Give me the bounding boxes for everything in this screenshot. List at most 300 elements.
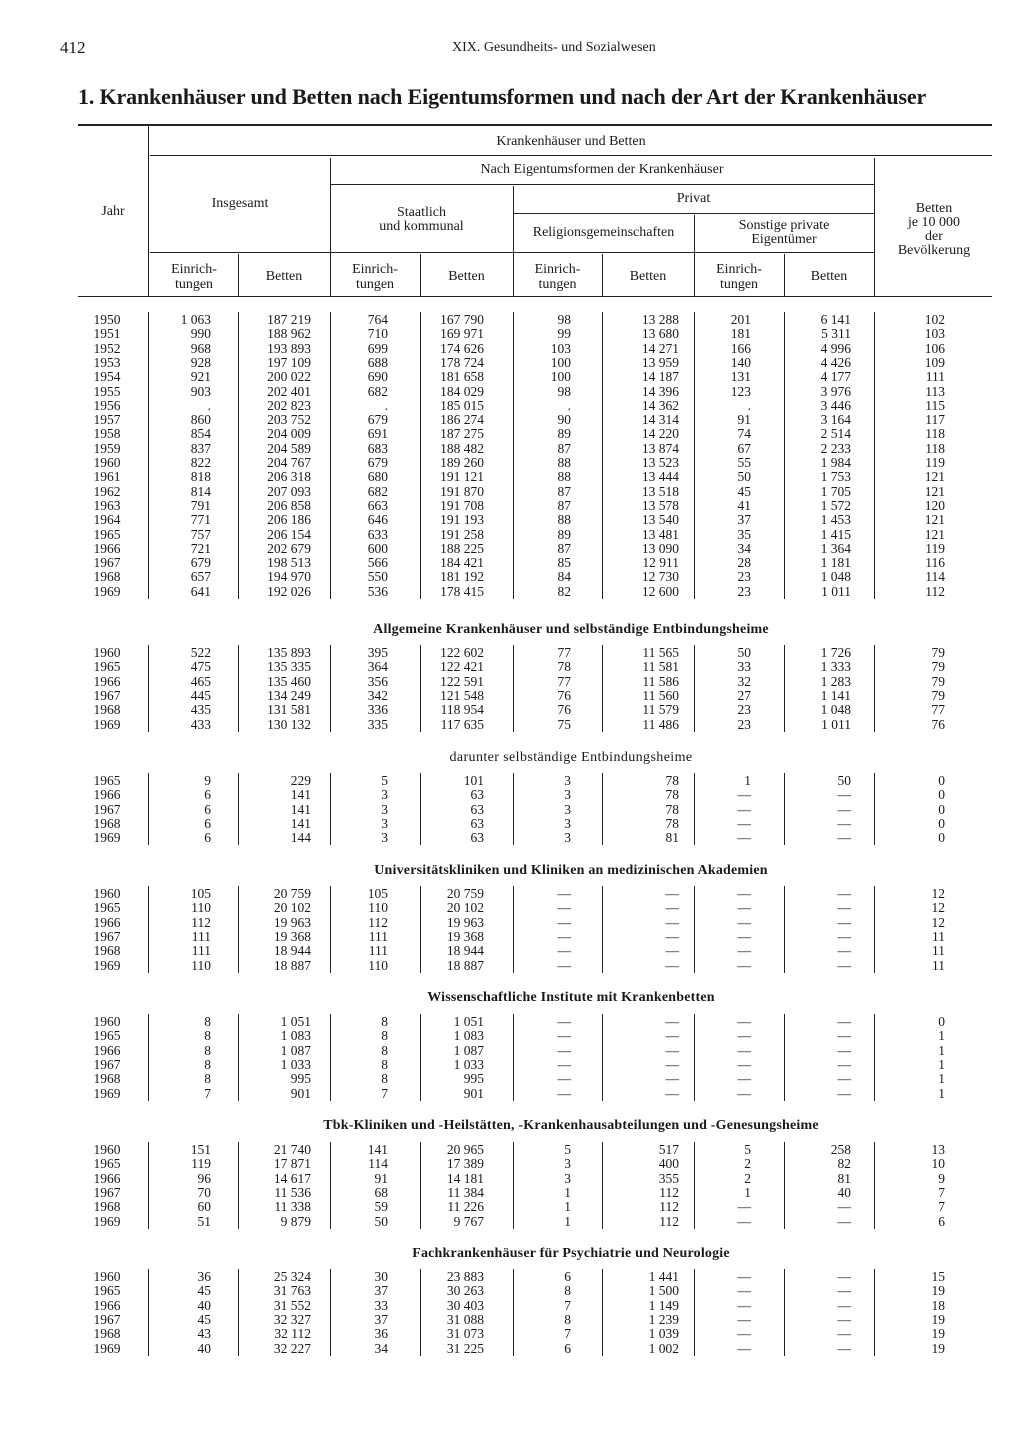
cell-sonstige-einrichtungen: 123 bbox=[730, 384, 751, 399]
cell-religion-betten: 112 bbox=[659, 1199, 679, 1214]
cell-religion-einrichtungen: 3 bbox=[564, 1171, 571, 1186]
cell-religion-betten: 355 bbox=[658, 1171, 679, 1186]
cell-betten-je-10000: 7 bbox=[938, 1199, 945, 1214]
cell-insgesamt-einrichtungen: 110 bbox=[191, 958, 211, 973]
cell-jahr: 1954 bbox=[93, 369, 121, 384]
cell-religion-einrichtungen: 98 bbox=[557, 384, 571, 399]
cell-sonstige-betten: 6 141 bbox=[820, 312, 851, 327]
cell-insgesamt-einrichtungen: 8 bbox=[204, 1028, 211, 1043]
cell-sonstige-betten: 3 976 bbox=[820, 384, 851, 399]
cell-insgesamt-einrichtungen: 45 bbox=[197, 1283, 211, 1298]
cell-religion-einrichtungen: 8 bbox=[564, 1283, 571, 1298]
table-row bbox=[0, 1342, 1024, 1356]
cell-religion-betten: — bbox=[665, 1071, 679, 1086]
cell-betten-je-10000: 1 bbox=[938, 1086, 945, 1101]
cell-sonstige-einrichtungen: — bbox=[737, 886, 751, 901]
cell-jahr: 1969 bbox=[93, 584, 121, 599]
cell-insgesamt-betten: 198 513 bbox=[267, 555, 311, 570]
cell-religion-betten: — bbox=[665, 886, 679, 901]
table-row bbox=[0, 556, 1024, 570]
cell-insgesamt-betten: 206 318 bbox=[267, 469, 311, 484]
cell-insgesamt-betten: 32 327 bbox=[273, 1312, 311, 1327]
cell-insgesamt-betten: 204 009 bbox=[267, 426, 311, 441]
cell-insgesamt-betten: 203 752 bbox=[267, 412, 311, 427]
cell-sonstige-einrichtungen: — bbox=[737, 787, 751, 802]
cell-insgesamt-betten: 207 093 bbox=[267, 484, 311, 499]
cell-insgesamt-betten: 31 763 bbox=[273, 1283, 311, 1298]
cell-jahr: 1967 bbox=[93, 929, 121, 944]
cell-betten-je-10000: 12 bbox=[931, 886, 945, 901]
cell-staatlich-einrichtungen: 679 bbox=[367, 455, 388, 470]
cell-betten-je-10000: 113 bbox=[925, 384, 945, 399]
header-betten-je-line4: Bevölkerung bbox=[897, 243, 971, 258]
cell-staatlich-einrichtungen: 680 bbox=[367, 469, 388, 484]
cell-sonstige-betten: 2 514 bbox=[820, 426, 851, 441]
cell-jahr: 1966 bbox=[93, 674, 121, 689]
cell-sonstige-betten: 81 bbox=[837, 1171, 851, 1186]
header-nach-eigentum: Nach Eigentumsformen der Krankenhäuser bbox=[480, 162, 724, 177]
header-betten: Betten bbox=[810, 269, 848, 284]
cell-sonstige-einrichtungen: 23 bbox=[737, 584, 751, 599]
cell-insgesamt-einrichtungen: 903 bbox=[190, 384, 211, 399]
cell-jahr: 1960 bbox=[93, 455, 121, 470]
table-row bbox=[0, 470, 1024, 484]
cell-insgesamt-einrichtungen: 1 063 bbox=[180, 312, 211, 327]
table-row bbox=[0, 456, 1024, 470]
cell-sonstige-einrichtungen: 1 bbox=[744, 773, 751, 788]
cell-staatlich-einrichtungen: 679 bbox=[367, 412, 388, 427]
cell-staatlich-betten: 178 724 bbox=[440, 355, 484, 370]
cell-insgesamt-einrichtungen: 791 bbox=[190, 498, 211, 513]
cell-insgesamt-betten: 135 335 bbox=[267, 659, 311, 674]
cell-religion-betten: 81 bbox=[665, 830, 679, 845]
cell-staatlich-betten: 901 bbox=[463, 1086, 484, 1101]
cell-insgesamt-einrichtungen: 771 bbox=[190, 512, 211, 527]
cell-staatlich-einrichtungen: 50 bbox=[374, 1214, 388, 1229]
cell-religion-betten: 13 540 bbox=[641, 512, 679, 527]
cell-insgesamt-einrichtungen: 757 bbox=[190, 527, 211, 542]
cell-staatlich-betten: 1 051 bbox=[453, 1014, 484, 1029]
cell-sonstige-betten: 1 705 bbox=[820, 484, 851, 499]
cell-sonstige-betten: 1 753 bbox=[820, 469, 851, 484]
cell-religion-einrichtungen: — bbox=[557, 886, 571, 901]
cell-sonstige-einrichtungen: — bbox=[737, 1071, 751, 1086]
cell-staatlich-einrichtungen: 682 bbox=[367, 384, 388, 399]
cell-jahr: 1967 bbox=[93, 688, 121, 703]
cell-staatlich-betten: 11 384 bbox=[447, 1185, 484, 1200]
cell-staatlich-einrichtungen: 710 bbox=[367, 326, 388, 341]
cell-betten-je-10000: 6 bbox=[938, 1214, 945, 1229]
cell-jahr: 1967 bbox=[93, 1185, 121, 1200]
cell-staatlich-einrichtungen: 764 bbox=[367, 312, 388, 327]
cell-religion-betten: — bbox=[665, 1057, 679, 1072]
cell-sonstige-betten: — bbox=[837, 886, 851, 901]
cell-sonstige-einrichtungen: 131 bbox=[730, 369, 751, 384]
cell-staatlich-betten: 19 368 bbox=[446, 929, 484, 944]
table-top-rule bbox=[78, 124, 992, 126]
cell-insgesamt-einrichtungen: 854 bbox=[190, 426, 211, 441]
cell-religion-betten: 11 586 bbox=[642, 674, 679, 689]
cell-sonstige-einrichtungen: 67 bbox=[737, 441, 751, 456]
cell-insgesamt-betten: 131 581 bbox=[267, 702, 311, 717]
cell-jahr: 1960 bbox=[93, 645, 121, 660]
header-staatlich-line2: und kommunal bbox=[379, 219, 464, 234]
cell-insgesamt-einrichtungen: 8 bbox=[204, 1014, 211, 1029]
cell-jahr: 1967 bbox=[93, 1057, 121, 1072]
cell-jahr: 1969 bbox=[93, 1086, 121, 1101]
cell-sonstige-betten: — bbox=[837, 1014, 851, 1029]
cell-staatlich-einrichtungen: 111 bbox=[368, 929, 388, 944]
cell-staatlich-einrichtungen: 3 bbox=[381, 830, 388, 845]
cell-jahr: 1967 bbox=[93, 555, 121, 570]
cell-betten-je-10000: 119 bbox=[925, 541, 945, 556]
header-rule-eigentum bbox=[330, 184, 874, 185]
cell-sonstige-betten: — bbox=[837, 1199, 851, 1214]
cell-religion-einrichtungen: 89 bbox=[557, 527, 571, 542]
table-row bbox=[0, 499, 1024, 513]
cell-sonstige-betten: — bbox=[837, 1028, 851, 1043]
cell-insgesamt-einrichtungen: 433 bbox=[190, 717, 211, 732]
cell-staatlich-einrichtungen: 342 bbox=[367, 688, 388, 703]
cell-insgesamt-betten: 134 249 bbox=[267, 688, 311, 703]
cell-religion-einrichtungen: 3 bbox=[564, 773, 571, 788]
table-row bbox=[0, 1143, 1024, 1157]
cell-betten-je-10000: 0 bbox=[938, 1014, 945, 1029]
cell-religion-betten: 14 220 bbox=[641, 426, 679, 441]
cell-religion-betten: 1 002 bbox=[648, 1341, 679, 1356]
cell-jahr: 1968 bbox=[93, 1326, 121, 1341]
cell-religion-betten: 13 090 bbox=[641, 541, 679, 556]
cell-betten-je-10000: 0 bbox=[938, 802, 945, 817]
cell-jahr: 1955 bbox=[93, 384, 121, 399]
cell-staatlich-einrichtungen: 550 bbox=[367, 569, 388, 584]
cell-staatlich-einrichtungen: 364 bbox=[367, 659, 388, 674]
cell-religion-einrichtungen: — bbox=[557, 1043, 571, 1058]
cell-staatlich-einrichtungen: 37 bbox=[374, 1283, 388, 1298]
cell-sonstige-betten: 1 333 bbox=[820, 659, 851, 674]
cell-religion-betten: 1 500 bbox=[648, 1283, 679, 1298]
cell-staatlich-betten: 20 965 bbox=[446, 1142, 484, 1157]
cell-sonstige-einrichtungen: 28 bbox=[737, 555, 751, 570]
table-row bbox=[0, 1299, 1024, 1313]
cell-insgesamt-betten: 32 112 bbox=[274, 1326, 311, 1341]
cell-insgesamt-einrichtungen: 921 bbox=[190, 369, 211, 384]
cell-staatlich-betten: 20 102 bbox=[446, 900, 484, 915]
cell-insgesamt-betten: 194 970 bbox=[267, 569, 311, 584]
cell-sonstige-betten: 1 415 bbox=[820, 527, 851, 542]
cell-staatlich-betten: 31 088 bbox=[446, 1312, 484, 1327]
cell-sonstige-einrichtungen: — bbox=[737, 958, 751, 973]
table-row bbox=[0, 660, 1024, 674]
cell-insgesamt-einrichtungen: 818 bbox=[190, 469, 211, 484]
cell-staatlich-einrichtungen: 105 bbox=[367, 886, 388, 901]
cell-sonstige-einrichtungen: — bbox=[737, 1214, 751, 1229]
header-staatlich-line1: Staatlich bbox=[397, 205, 446, 220]
cell-staatlich-einrichtungen: 8 bbox=[381, 1014, 388, 1029]
cell-religion-einrichtungen: 88 bbox=[557, 512, 571, 527]
cell-insgesamt-einrichtungen: 40 bbox=[197, 1341, 211, 1356]
table-row bbox=[0, 901, 1024, 915]
section-title: Allgemeine Krankenhäuser und selbständige Entbindungsheime bbox=[373, 622, 769, 637]
header-rule-top-group bbox=[150, 155, 992, 156]
section-title: Tbk-Kliniken und -Heilstätten, -Krankenhausabteilungen und -Genesungsheime bbox=[323, 1118, 819, 1133]
header-betten-je-line3: der bbox=[925, 229, 943, 244]
cell-religion-betten: 13 288 bbox=[641, 312, 679, 327]
cell-insgesamt-einrichtungen: 475 bbox=[190, 659, 211, 674]
cell-betten-je-10000: 121 bbox=[924, 512, 945, 527]
cell-insgesamt-einrichtungen: 8 bbox=[204, 1057, 211, 1072]
cell-jahr: 1957 bbox=[93, 412, 121, 427]
cell-betten-je-10000: 121 bbox=[924, 469, 945, 484]
cell-staatlich-einrichtungen: 336 bbox=[367, 702, 388, 717]
cell-staatlich-einrichtungen: 699 bbox=[367, 341, 388, 356]
cell-sonstige-einrichtungen: — bbox=[737, 943, 751, 958]
table-row bbox=[0, 803, 1024, 817]
cell-staatlich-betten: 178 415 bbox=[440, 584, 484, 599]
cell-staatlich-einrichtungen: 683 bbox=[367, 441, 388, 456]
cell-insgesamt-betten: 21 740 bbox=[273, 1142, 311, 1157]
cell-religion-betten: 78 bbox=[665, 802, 679, 817]
cell-sonstige-betten: — bbox=[837, 929, 851, 944]
cell-religion-betten: 11 486 bbox=[642, 717, 679, 732]
cell-religion-einrichtungen: — bbox=[557, 943, 571, 958]
cell-sonstige-betten: — bbox=[837, 1057, 851, 1072]
section-title: Fachkrankenhäuser für Psychiatrie und Neurologie bbox=[412, 1246, 730, 1261]
table-row bbox=[0, 774, 1024, 788]
cell-jahr: 1964 bbox=[93, 512, 121, 527]
cell-religion-einrichtungen: 85 bbox=[557, 555, 571, 570]
cell-staatlich-betten: 169 971 bbox=[440, 326, 484, 341]
cell-insgesamt-betten: 19 368 bbox=[273, 929, 311, 944]
cell-jahr: 1965 bbox=[93, 773, 121, 788]
cell-insgesamt-einrichtungen: 814 bbox=[190, 484, 211, 499]
cell-sonstige-betten: — bbox=[837, 816, 851, 831]
cell-insgesamt-einrichtungen: 679 bbox=[190, 555, 211, 570]
cell-insgesamt-betten: 11 536 bbox=[274, 1185, 311, 1200]
cell-insgesamt-betten: 1 087 bbox=[280, 1043, 311, 1058]
cell-staatlich-einrichtungen: 5 bbox=[381, 773, 388, 788]
cell-sonstige-einrichtungen: 2 bbox=[744, 1156, 751, 1171]
cell-sonstige-einrichtungen: 5 bbox=[744, 1142, 751, 1157]
cell-jahr: 1968 bbox=[93, 569, 121, 584]
cell-religion-betten: 78 bbox=[665, 816, 679, 831]
cell-sonstige-betten: — bbox=[837, 900, 851, 915]
cell-sonstige-einrichtungen: — bbox=[737, 802, 751, 817]
cell-sonstige-betten: 1 283 bbox=[820, 674, 851, 689]
table-row bbox=[0, 513, 1024, 527]
cell-insgesamt-einrichtungen: 111 bbox=[191, 943, 211, 958]
cell-staatlich-betten: 30 263 bbox=[446, 1283, 484, 1298]
cell-betten-je-10000: 112 bbox=[925, 584, 945, 599]
table-row bbox=[0, 528, 1024, 542]
cell-jahr: 1968 bbox=[93, 1199, 121, 1214]
cell-jahr: 1960 bbox=[93, 1014, 121, 1029]
cell-betten-je-10000: 11 bbox=[932, 958, 945, 973]
table-row bbox=[0, 570, 1024, 584]
table-row bbox=[0, 916, 1024, 930]
table-row bbox=[0, 485, 1024, 499]
cell-betten-je-10000: 116 bbox=[925, 555, 945, 570]
cell-sonstige-betten: 1 011 bbox=[821, 717, 851, 732]
cell-religion-einrichtungen: 76 bbox=[557, 702, 571, 717]
cell-staatlich-einrichtungen: 3 bbox=[381, 802, 388, 817]
cell-sonstige-betten: 5 311 bbox=[821, 326, 851, 341]
cell-religion-einrichtungen: 77 bbox=[557, 674, 571, 689]
cell-staatlich-einrichtungen: 356 bbox=[367, 674, 388, 689]
cell-staatlich-einrichtungen: 30 bbox=[374, 1269, 388, 1284]
cell-religion-einrichtungen: 5 bbox=[564, 1142, 571, 1157]
cell-staatlich-einrichtungen: 646 bbox=[367, 512, 388, 527]
cell-religion-einrichtungen: 3 bbox=[564, 816, 571, 831]
cell-staatlich-betten: 186 274 bbox=[440, 412, 484, 427]
cell-religion-einrichtungen: 82 bbox=[557, 584, 571, 599]
cell-jahr: 1966 bbox=[93, 1298, 121, 1313]
cell-sonstige-einrichtungen: 140 bbox=[730, 355, 751, 370]
cell-staatlich-einrichtungen: 633 bbox=[367, 527, 388, 542]
cell-religion-betten: 11 581 bbox=[642, 659, 679, 674]
cell-betten-je-10000: 1 bbox=[938, 1028, 945, 1043]
cell-sonstige-einrichtungen: — bbox=[737, 900, 751, 915]
cell-insgesamt-einrichtungen: 8 bbox=[204, 1043, 211, 1058]
cell-sonstige-einrichtungen: — bbox=[737, 1298, 751, 1313]
cell-religion-einrichtungen: 7 bbox=[564, 1326, 571, 1341]
table-row bbox=[0, 385, 1024, 399]
cell-religion-einrichtungen: 87 bbox=[557, 541, 571, 556]
cell-sonstige-einrichtungen: — bbox=[737, 816, 751, 831]
cell-religion-betten: 13 959 bbox=[641, 355, 679, 370]
cell-religion-betten: 112 bbox=[659, 1214, 679, 1229]
cell-staatlich-betten: 11 226 bbox=[447, 1199, 484, 1214]
table-row bbox=[0, 703, 1024, 717]
cell-religion-betten: 517 bbox=[658, 1142, 679, 1157]
cell-staatlich-einrichtungen: 68 bbox=[374, 1185, 388, 1200]
cell-sonstige-betten: 1 984 bbox=[820, 455, 851, 470]
cell-staatlich-betten: 184 029 bbox=[440, 384, 484, 399]
cell-staatlich-einrichtungen: 91 bbox=[374, 1171, 388, 1186]
cell-sonstige-betten: 4 996 bbox=[820, 341, 851, 356]
cell-sonstige-einrichtungen: 35 bbox=[737, 527, 751, 542]
cell-staatlich-einrichtungen: 114 bbox=[368, 1156, 388, 1171]
cell-insgesamt-betten: 144 bbox=[290, 830, 311, 845]
cell-sonstige-betten: 3 446 bbox=[820, 398, 851, 413]
cell-staatlich-betten: 181 658 bbox=[440, 369, 484, 384]
cell-betten-je-10000: 19 bbox=[931, 1283, 945, 1298]
cell-jahr: 1968 bbox=[93, 1071, 121, 1086]
cell-insgesamt-betten: 9 879 bbox=[280, 1214, 311, 1229]
cell-insgesamt-einrichtungen: 465 bbox=[190, 674, 211, 689]
cell-religion-einrichtungen: 99 bbox=[557, 326, 571, 341]
cell-insgesamt-einrichtungen: 6 bbox=[204, 802, 211, 817]
cell-sonstige-betten: — bbox=[837, 1214, 851, 1229]
cell-religion-betten: 78 bbox=[665, 773, 679, 788]
cell-religion-betten: 14 396 bbox=[641, 384, 679, 399]
cell-betten-je-10000: 13 bbox=[931, 1142, 945, 1157]
cell-staatlich-einrichtungen: 8 bbox=[381, 1057, 388, 1072]
cell-jahr: 1968 bbox=[93, 816, 121, 831]
cell-religion-einrichtungen: — bbox=[557, 1071, 571, 1086]
cell-sonstige-betten: — bbox=[837, 1326, 851, 1341]
cell-betten-je-10000: 121 bbox=[924, 484, 945, 499]
cell-sonstige-einrichtungen: — bbox=[737, 1086, 751, 1101]
cell-sonstige-einrichtungen: — bbox=[737, 1199, 751, 1214]
cell-staatlich-betten: 121 548 bbox=[440, 688, 484, 703]
cell-sonstige-einrichtungen: 1 bbox=[744, 1185, 751, 1200]
cell-staatlich-betten: 30 403 bbox=[446, 1298, 484, 1313]
cell-sonstige-einrichtungen: — bbox=[737, 915, 751, 930]
cell-jahr: 1969 bbox=[93, 958, 121, 973]
cell-insgesamt-betten: 204 767 bbox=[267, 455, 311, 470]
table-row bbox=[0, 1058, 1024, 1072]
cell-sonstige-einrichtungen: — bbox=[737, 1326, 751, 1341]
cell-betten-je-10000: 118 bbox=[925, 426, 945, 441]
cell-jahr: 1953 bbox=[93, 355, 121, 370]
cell-staatlich-einrichtungen: 59 bbox=[374, 1199, 388, 1214]
cell-betten-je-10000: 11 bbox=[932, 929, 945, 944]
cell-religion-einrichtungen: 76 bbox=[557, 688, 571, 703]
header-insgesamt: Insgesamt bbox=[211, 196, 269, 211]
cell-staatlich-einrichtungen: 111 bbox=[368, 943, 388, 958]
cell-jahr: 1969 bbox=[93, 1341, 121, 1356]
header-einrichtungen: Einrich- tungen bbox=[352, 262, 398, 292]
cell-insgesamt-einrichtungen: 60 bbox=[197, 1199, 211, 1214]
table-row bbox=[0, 1270, 1024, 1284]
table-title: 1. Krankenhäuser und Betten nach Eigentumsformen und nach der Art der Krankenhäuser bbox=[78, 84, 927, 109]
cell-staatlich-betten: 1 087 bbox=[453, 1043, 484, 1058]
cell-insgesamt-betten: 202 823 bbox=[267, 398, 311, 413]
cell-religion-einrichtungen: 1 bbox=[564, 1185, 571, 1200]
cell-sonstige-einrichtungen: 166 bbox=[730, 341, 751, 356]
cell-staatlich-betten: 14 181 bbox=[446, 1171, 484, 1186]
cell-religion-betten: — bbox=[665, 958, 679, 973]
cell-religion-einrichtungen: — bbox=[557, 1028, 571, 1043]
table-row bbox=[0, 1015, 1024, 1029]
cell-jahr: 1965 bbox=[93, 527, 121, 542]
cell-religion-einrichtungen: — bbox=[557, 915, 571, 930]
cell-insgesamt-einrichtungen: 151 bbox=[190, 1142, 211, 1157]
header-jahr: Jahr bbox=[101, 204, 125, 219]
cell-sonstige-betten: — bbox=[837, 1283, 851, 1298]
cell-staatlich-betten: 31 073 bbox=[446, 1326, 484, 1341]
table-row bbox=[0, 788, 1024, 802]
cell-jahr: 1966 bbox=[93, 1171, 121, 1186]
cell-insgesamt-betten: 206 186 bbox=[267, 512, 311, 527]
cell-religion-einrichtungen: 87 bbox=[557, 441, 571, 456]
cell-sonstige-betten: 1 364 bbox=[820, 541, 851, 556]
cell-jahr: 1965 bbox=[93, 1028, 121, 1043]
cell-sonstige-einrichtungen: — bbox=[737, 830, 751, 845]
cell-religion-einrichtungen: 87 bbox=[557, 484, 571, 499]
cell-betten-je-10000: 106 bbox=[924, 341, 945, 356]
cell-sonstige-einrichtungen: 27 bbox=[737, 688, 751, 703]
cell-jahr: 1965 bbox=[93, 900, 121, 915]
cell-staatlich-einrichtungen: . bbox=[384, 398, 388, 413]
cell-insgesamt-betten: 141 bbox=[290, 802, 311, 817]
page-number: 412 bbox=[60, 38, 86, 57]
cell-religion-betten: 112 bbox=[659, 1185, 679, 1200]
cell-betten-je-10000: 102 bbox=[924, 312, 945, 327]
cell-sonstige-einrichtungen: 74 bbox=[737, 426, 751, 441]
cell-sonstige-betten: — bbox=[837, 1341, 851, 1356]
cell-staatlich-betten: 167 790 bbox=[440, 312, 484, 327]
cell-insgesamt-einrichtungen: 7 bbox=[204, 1086, 211, 1101]
cell-insgesamt-einrichtungen: 105 bbox=[190, 886, 211, 901]
cell-insgesamt-einrichtungen: 837 bbox=[190, 441, 211, 456]
cell-jahr: 1956 bbox=[93, 398, 121, 413]
cell-jahr: 1961 bbox=[93, 469, 121, 484]
cell-jahr: 1960 bbox=[93, 1142, 121, 1157]
cell-religion-betten: — bbox=[665, 1043, 679, 1058]
cell-religion-betten: 14 362 bbox=[641, 398, 679, 413]
